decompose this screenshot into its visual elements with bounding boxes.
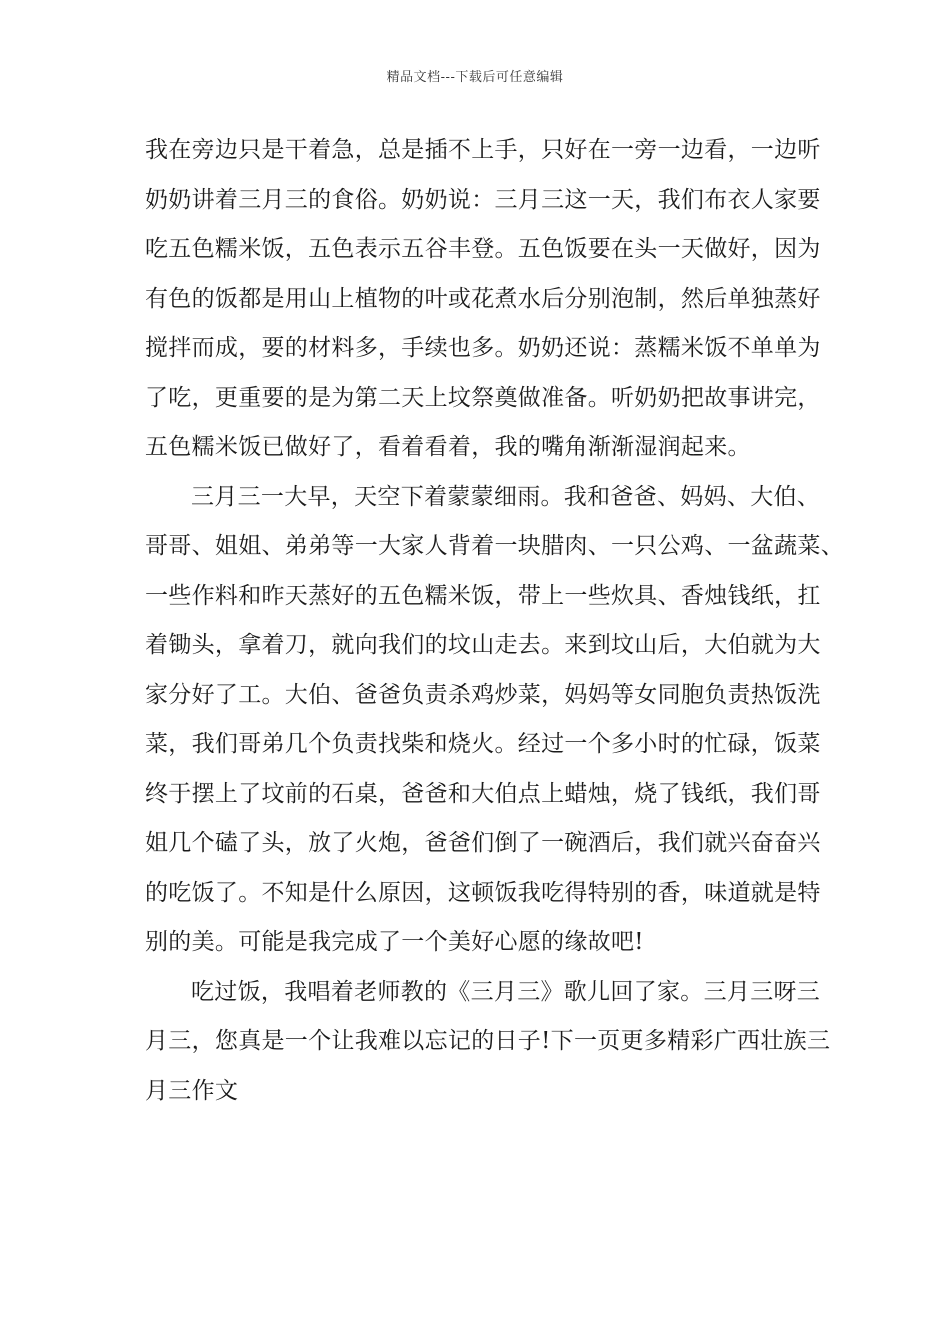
text-line: 哥哥、姐姐、弟弟等一大家人背着一块腊肉、一只公鸡、一盆蔬菜、	[145, 533, 844, 559]
text-line: 的吃饭了。不知是什么原因，这顿饭我吃得特别的香，味道就是特	[145, 879, 821, 906]
text-line: 五色糯米饭已做好了，看着看着，我的嘴角渐渐湿润起来。	[145, 434, 751, 460]
paragraph	[145, 968, 835, 1117]
text-line: 三月三一大早，天空下着蒙蒙细雨。我和爸爸、妈妈、大伯、	[191, 483, 821, 510]
paragraph	[145, 126, 835, 473]
text-line: 姐几个磕了头，放了火炮，爸爸们倒了一碗酒后，我们就兴奋奋兴	[145, 830, 821, 856]
text-line: 菜，我们哥弟几个负责找柴和烧火。经过一个多小时的忙碌，饭菜	[145, 731, 821, 757]
text-line: 月三作文	[145, 1077, 239, 1104]
text-line: 吃五色糯米饭，五色表示五谷丰登。五色饭要在头一天做好，因为	[145, 236, 821, 262]
document-body	[145, 126, 844, 1116]
text-line: 有色的饭都是用山上植物的叶或花煮水后分别泡制，然后单独蒸好	[145, 285, 821, 312]
text-line: 吃过饭，我唱着老师教的《三月三》歌儿回了家。三月三呀三	[191, 978, 821, 1005]
text-line: 终于摆上了坟前的石桌，爸爸和大伯点上蜡烛，烧了钱纸，我们哥	[145, 780, 821, 807]
text-line: 搅拌而成，要的材料多，手续也多。奶奶还说：蒸糯米饭不单单为	[145, 335, 821, 361]
paragraph	[145, 473, 844, 968]
page-header: 精品文档---下载后可任意编辑	[386, 70, 564, 85]
text-line: 我在旁边只是干着急，总是插不上手，只好在一旁一边看，一边听	[145, 137, 821, 163]
text-line: 别的美。可能是我完成了一个美好心愿的缘故吧!	[145, 929, 644, 955]
text-line: 月三，您真是一个让我难以忘记的日子!下一页更多精彩广西壮族三	[145, 1028, 831, 1054]
text-line: 一些作料和昨天蒸好的五色糯米饭，带上一些炊具、香烛钱纸，扛	[145, 582, 821, 609]
text-line: 家分好了工。大伯、爸爸负责杀鸡炒菜，妈妈等女同胞负责热饭洗	[145, 681, 821, 708]
text-line: 了吃，更重要的是为第二天上坟祭奠做准备。听奶奶把故事讲完，	[145, 384, 821, 411]
text-line: 着锄头，拿着刀，就向我们的坟山走去。来到坟山后，大伯就为大	[145, 632, 821, 658]
text-line: 奶奶讲着三月三的食俗。奶奶说：三月三这一天，我们布衣人家要	[145, 186, 821, 213]
